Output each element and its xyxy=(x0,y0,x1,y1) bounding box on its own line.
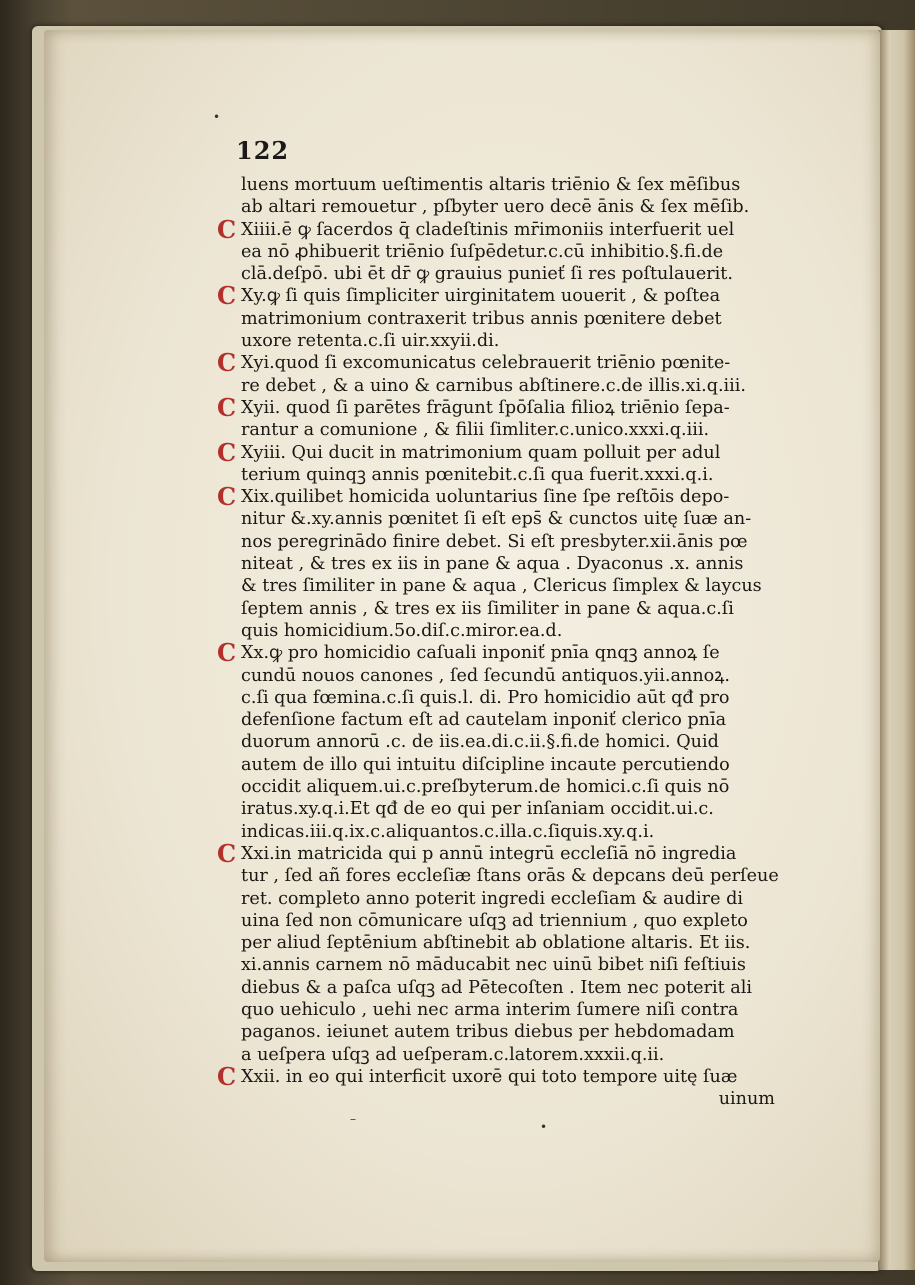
text-line: C Xxi.in matricida qui p annū integrū eccleſiā nō ingredia xyxy=(217,838,737,868)
text-line: nos peregrinādo finire debet. Si eſt presbyter.xii.ānis pœ xyxy=(241,531,748,552)
text-line: clā.deſpō. ubi ēt dr̄ ꝙ grauius punieť ſi res poſtulauerit. xyxy=(241,264,733,285)
ink-speck: • xyxy=(213,110,221,124)
text-line: autem de illo qui intuitu diſcipline incaute percutiendo xyxy=(241,754,730,775)
text-line: ſeptem annis , & tres ex iis ſimiliter in pane & aqua.c.ſi xyxy=(241,598,734,619)
text-line: C Xix.quilibet homicida uoluntarius ſine ſpe reſtōis depo- xyxy=(217,482,730,512)
text-line: terium quinqꝫ annis pœnitebit.c.ſi qua fuerit.xxxi.q.i. xyxy=(241,464,714,485)
ink-speck: • xyxy=(540,1120,548,1134)
text-line: re debet , & a uino & carnibus abſtinere.c.de illis.xi.q.iii. xyxy=(241,375,747,396)
rubric-mark: C xyxy=(217,437,237,467)
rubric-mark: C xyxy=(217,838,237,868)
text-line: C Xiiii.ē ꝙ ſacerdos q̄ cladeſtinis mr̄imoniis interfuerit uel xyxy=(217,214,735,244)
text-line: quo uehiculo , uehi nec arma interim ſumere niſi contra xyxy=(241,999,739,1020)
rubric-mark: C xyxy=(217,348,237,378)
text-line: C Xx.ꝙ pro homicidio caſuali inponiť pnīa qnqꝫ annoꝝ ſe xyxy=(217,638,720,668)
rubric-mark: C xyxy=(217,1061,237,1091)
rubric-mark: C xyxy=(217,214,237,244)
text-line: uina ſed non cōmunicare uſqꝫ ad triennium , quo expleto xyxy=(241,910,748,931)
text-line: rantur a comunione , & filii ſimliter.c.unico.xxxi.q.iii. xyxy=(241,420,710,441)
text-line: paganos. ieiunet autem tribus diebus per hebdomadam xyxy=(241,1022,735,1043)
text-line: C Xxii. in eo qui interficit uxorē qui toto tempore uitę ſuæ xyxy=(217,1061,738,1091)
rubric-mark: C xyxy=(217,392,237,422)
text-line: & tres ſimiliter in pane & aqua , Clericus ſimplex & laycus xyxy=(241,576,762,597)
ink-speck: – xyxy=(350,1112,356,1126)
text-line: C Xy.ꝙ ſi quis ſimpliciter uirginitatem uouerit , & poſtea xyxy=(217,281,721,311)
text-line: ea nō ꝓhibuerit triēnio ſuſpēdetur.c.cū inhibitio.§.fi.de xyxy=(241,241,724,262)
text-line: a ueſpera uſqꝫ ad ueſperam.c.latorem.xxxii.q.ii. xyxy=(241,1044,665,1065)
text-line: C Xyiii. Qui ducit in matrimonium quam polluit per adul xyxy=(217,437,721,467)
text-line: defenſione factum eſt ad cautelam inponiť clerico pnīa xyxy=(241,710,727,731)
text-line: c.ſi qua fœmina.c.ſi quis.l. di. Pro homicidio aūt qđ pro xyxy=(241,687,730,708)
text-line: iratus.xy.q.i.Et qđ de eo qui per inſaniam occidit.ui.c. xyxy=(241,799,714,820)
text-line: ab altari remouetur , pſbyter uero decē ānis & ſex mēſib. xyxy=(241,197,750,218)
text-line: indicas.iii.q.ix.c.aliquantos.c.illa.c.ſiquis.xy.q.i. xyxy=(241,821,655,842)
text-line: duorum annorū .c. de iis.ea.di.c.ii.§.fi.de homici. Quid xyxy=(241,732,719,753)
text-line: quis homicidium.5o.diſ.c.miror.ea.d. xyxy=(241,620,563,641)
text-line: diebus & a paſca uſqꝫ ad Pētecoſten . Item nec poterit ali xyxy=(241,977,753,998)
text-line: C Xyii. quod ſi parētes frāgunt ſpōſalia filioꝝ triēnio ſepa- xyxy=(217,392,730,422)
text-line: C Xyi.quod ſi excomunicatus celebrauerit triēnio pœnite- xyxy=(217,348,731,378)
text-line: luens mortuum ueſtimentis altaris triēnio & ſex mēſibus xyxy=(241,175,741,195)
text-line: tur , ſed añ fores eccleſiæ ſtans orās & depcans deū perſeue xyxy=(241,866,779,887)
text-line: per aliud ſeptēnium abſtinebit ab oblatione altaris. Et iis. xyxy=(241,933,751,954)
text-line: xi.annis carnem nō māducabit nec uinū bibet niſi feſtiuis xyxy=(241,955,746,976)
text-line: ret. completo anno poterit ingredi eccleſiam & audire di xyxy=(241,888,743,909)
text-line: uxore retenta.c.ſi uir.xxyii.di. xyxy=(241,331,500,352)
rubric-mark: C xyxy=(217,638,237,668)
text-line: cundū nouos canones , ſed ſecundū antiquos.yii.annoꝝ. xyxy=(241,665,731,686)
catchword: uinum xyxy=(718,1089,775,1110)
text-line: nitur &.xy.annis pœnitet ſi eſt eps̄ & cunctos uitę ſuæ an- xyxy=(241,509,752,530)
text-line: niteat , & tres ex iis in pane & aqua . Dyaconus .x. annis xyxy=(241,554,744,575)
rubric-mark: C xyxy=(217,281,237,311)
rubric-mark: C xyxy=(217,482,237,512)
facing-page-edge xyxy=(878,30,915,1270)
page-number: 122 xyxy=(236,136,290,165)
text-line: occidit aliquem.ui.c.preſbyterum.de homici.c.ſi quis nō xyxy=(241,777,730,798)
text-line: matrimonium contraxerit tribus annis pœnitere debet xyxy=(241,308,722,329)
text-block xyxy=(215,174,779,1110)
